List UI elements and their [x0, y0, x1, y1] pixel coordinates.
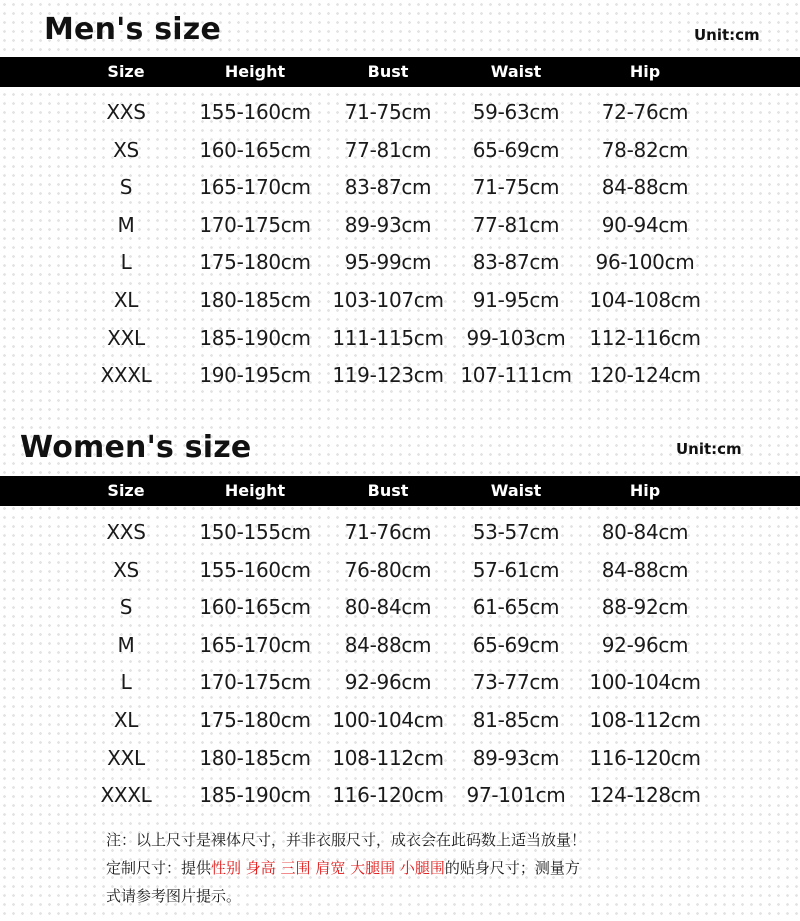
size-cell: M — [117, 212, 135, 237]
size-cell: XXL — [107, 745, 145, 770]
header-hip: Hip — [629, 62, 661, 81]
table-row — [0, 742, 800, 780]
height-cell: 160-165cm — [199, 595, 311, 620]
header-waist: Waist — [490, 481, 542, 500]
table-row — [0, 704, 800, 742]
table-row — [0, 322, 800, 360]
height-cell: 185-190cm — [199, 325, 311, 350]
men-unit-label: Unit:cm — [694, 26, 760, 44]
height-cell: 185-190cm — [199, 783, 311, 808]
height-cell: 170-175cm — [199, 212, 311, 237]
height-cell: 155-160cm — [199, 557, 311, 582]
height-cell: 165-170cm — [199, 632, 311, 657]
hip-cell: 88-92cm — [601, 595, 689, 620]
header-bust: Bust — [367, 481, 409, 500]
hip-cell: 92-96cm — [601, 632, 689, 657]
height-cell: 190-195cm — [199, 363, 311, 388]
note-line-2 — [106, 854, 746, 882]
bust-cell: 119-123cm — [332, 363, 444, 388]
bust-cell: 77-81cm — [344, 137, 432, 162]
hip-cell: 124-128cm — [589, 783, 701, 808]
hip-cell: 84-88cm — [601, 175, 689, 200]
waist-cell: 107-111cm — [460, 363, 572, 388]
size-cell: XXXL — [100, 363, 152, 388]
table-row — [0, 666, 800, 704]
bust-cell: 83-87cm — [344, 175, 432, 200]
bust-cell: 71-75cm — [344, 100, 432, 124]
waist-cell: 61-65cm — [472, 595, 560, 620]
note-line-2-suffix: 的贴身尺寸；测量方 — [444, 859, 580, 877]
table-row — [0, 591, 800, 629]
size-cell: XS — [113, 557, 139, 582]
height-cell: 175-180cm — [199, 250, 311, 275]
bust-cell: 84-88cm — [344, 632, 432, 657]
waist-cell: 91-95cm — [472, 287, 560, 312]
height-cell: 155-160cm — [199, 100, 311, 124]
size-cell: M — [117, 632, 135, 657]
hip-cell: 108-112cm — [589, 707, 701, 732]
size-cell: S — [119, 595, 133, 620]
note-line-1: 注：以上尺寸是裸体尺寸，并非衣服尺寸，成衣会在此码数上适当放量！ — [106, 831, 587, 849]
size-cell: XXS — [106, 100, 146, 124]
hip-cell: 96-100cm — [595, 250, 695, 275]
height-cell: 180-185cm — [199, 287, 311, 312]
bust-cell: 95-99cm — [344, 250, 432, 275]
header-height: Height — [224, 62, 286, 81]
table-row — [0, 284, 800, 322]
table-row — [0, 516, 800, 554]
waist-cell: 99-103cm — [466, 325, 566, 350]
waist-cell: 77-81cm — [472, 212, 560, 237]
hip-cell: 120-124cm — [589, 363, 701, 388]
bust-cell: 111-115cm — [332, 325, 444, 350]
size-cell: XXS — [106, 520, 146, 544]
bust-cell: 116-120cm — [332, 783, 444, 808]
size-cell: XXL — [107, 325, 145, 350]
bust-cell: 80-84cm — [344, 595, 432, 620]
waist-cell: 73-77cm — [472, 670, 560, 695]
hip-cell: 100-104cm — [589, 670, 701, 695]
women-size-title: Women's size — [20, 430, 252, 465]
bust-cell: 71-76cm — [344, 520, 432, 544]
waist-cell: 81-85cm — [472, 707, 560, 732]
size-cell: XL — [113, 707, 139, 732]
header-height: Height — [224, 481, 286, 500]
bust-cell: 89-93cm — [344, 212, 432, 237]
table-row — [0, 554, 800, 592]
waist-cell: 97-101cm — [466, 783, 566, 808]
bust-cell: 108-112cm — [332, 745, 444, 770]
men-size-title: Men's size — [44, 12, 221, 47]
hip-cell: 104-108cm — [589, 287, 701, 312]
waist-cell: 71-75cm — [472, 175, 560, 200]
height-cell: 165-170cm — [199, 175, 311, 200]
hip-cell: 116-120cm — [589, 745, 701, 770]
men-table-body — [0, 96, 800, 397]
size-cell: S — [119, 175, 133, 200]
table-row — [0, 779, 800, 817]
size-note — [106, 826, 746, 910]
header-size: Size — [107, 481, 145, 500]
size-cell: XS — [113, 137, 139, 162]
women-table-header — [0, 476, 800, 506]
hip-cell: 78-82cm — [601, 137, 689, 162]
waist-cell: 83-87cm — [472, 250, 560, 275]
note-line-2-prefix: 定制尺寸：提供 — [106, 859, 212, 877]
bust-cell: 103-107cm — [332, 287, 444, 312]
waist-cell: 57-61cm — [472, 557, 560, 582]
size-cell: XL — [113, 287, 139, 312]
bust-cell: 76-80cm — [344, 557, 432, 582]
hip-cell: 72-76cm — [601, 100, 689, 124]
waist-cell: 65-69cm — [472, 632, 560, 657]
height-cell: 170-175cm — [199, 670, 311, 695]
header-size: Size — [107, 62, 145, 81]
hip-cell: 90-94cm — [601, 212, 689, 237]
bust-cell: 92-96cm — [344, 670, 432, 695]
size-cell: L — [120, 670, 132, 695]
women-table-body — [0, 516, 800, 817]
hip-cell: 112-116cm — [589, 325, 701, 350]
table-row — [0, 246, 800, 284]
hip-cell: 84-88cm — [601, 557, 689, 582]
note-highlight: 性别 身高 三围 肩宽 大腿围 小腿围 — [211, 859, 445, 877]
header-hip: Hip — [629, 481, 661, 500]
height-cell: 175-180cm — [199, 707, 311, 732]
size-cell: XXXL — [100, 783, 152, 808]
table-row — [0, 171, 800, 209]
height-cell: 180-185cm — [199, 745, 311, 770]
table-row — [0, 359, 800, 397]
waist-cell: 53-57cm — [472, 520, 560, 544]
waist-cell: 65-69cm — [472, 137, 560, 162]
height-cell: 150-155cm — [199, 520, 311, 544]
height-cell: 160-165cm — [199, 137, 311, 162]
header-waist: Waist — [490, 62, 542, 81]
hip-cell: 80-84cm — [601, 520, 689, 544]
note-line-3: 式请参考图片提示。 — [106, 887, 242, 905]
table-row — [0, 134, 800, 172]
table-row — [0, 629, 800, 667]
men-table-header — [0, 57, 800, 87]
size-cell: L — [120, 250, 132, 275]
bust-cell: 100-104cm — [332, 707, 444, 732]
header-bust: Bust — [367, 62, 409, 81]
waist-cell: 59-63cm — [472, 100, 560, 124]
table-row — [0, 96, 800, 134]
table-row — [0, 209, 800, 247]
waist-cell: 89-93cm — [472, 745, 560, 770]
women-unit-label: Unit:cm — [676, 440, 742, 458]
